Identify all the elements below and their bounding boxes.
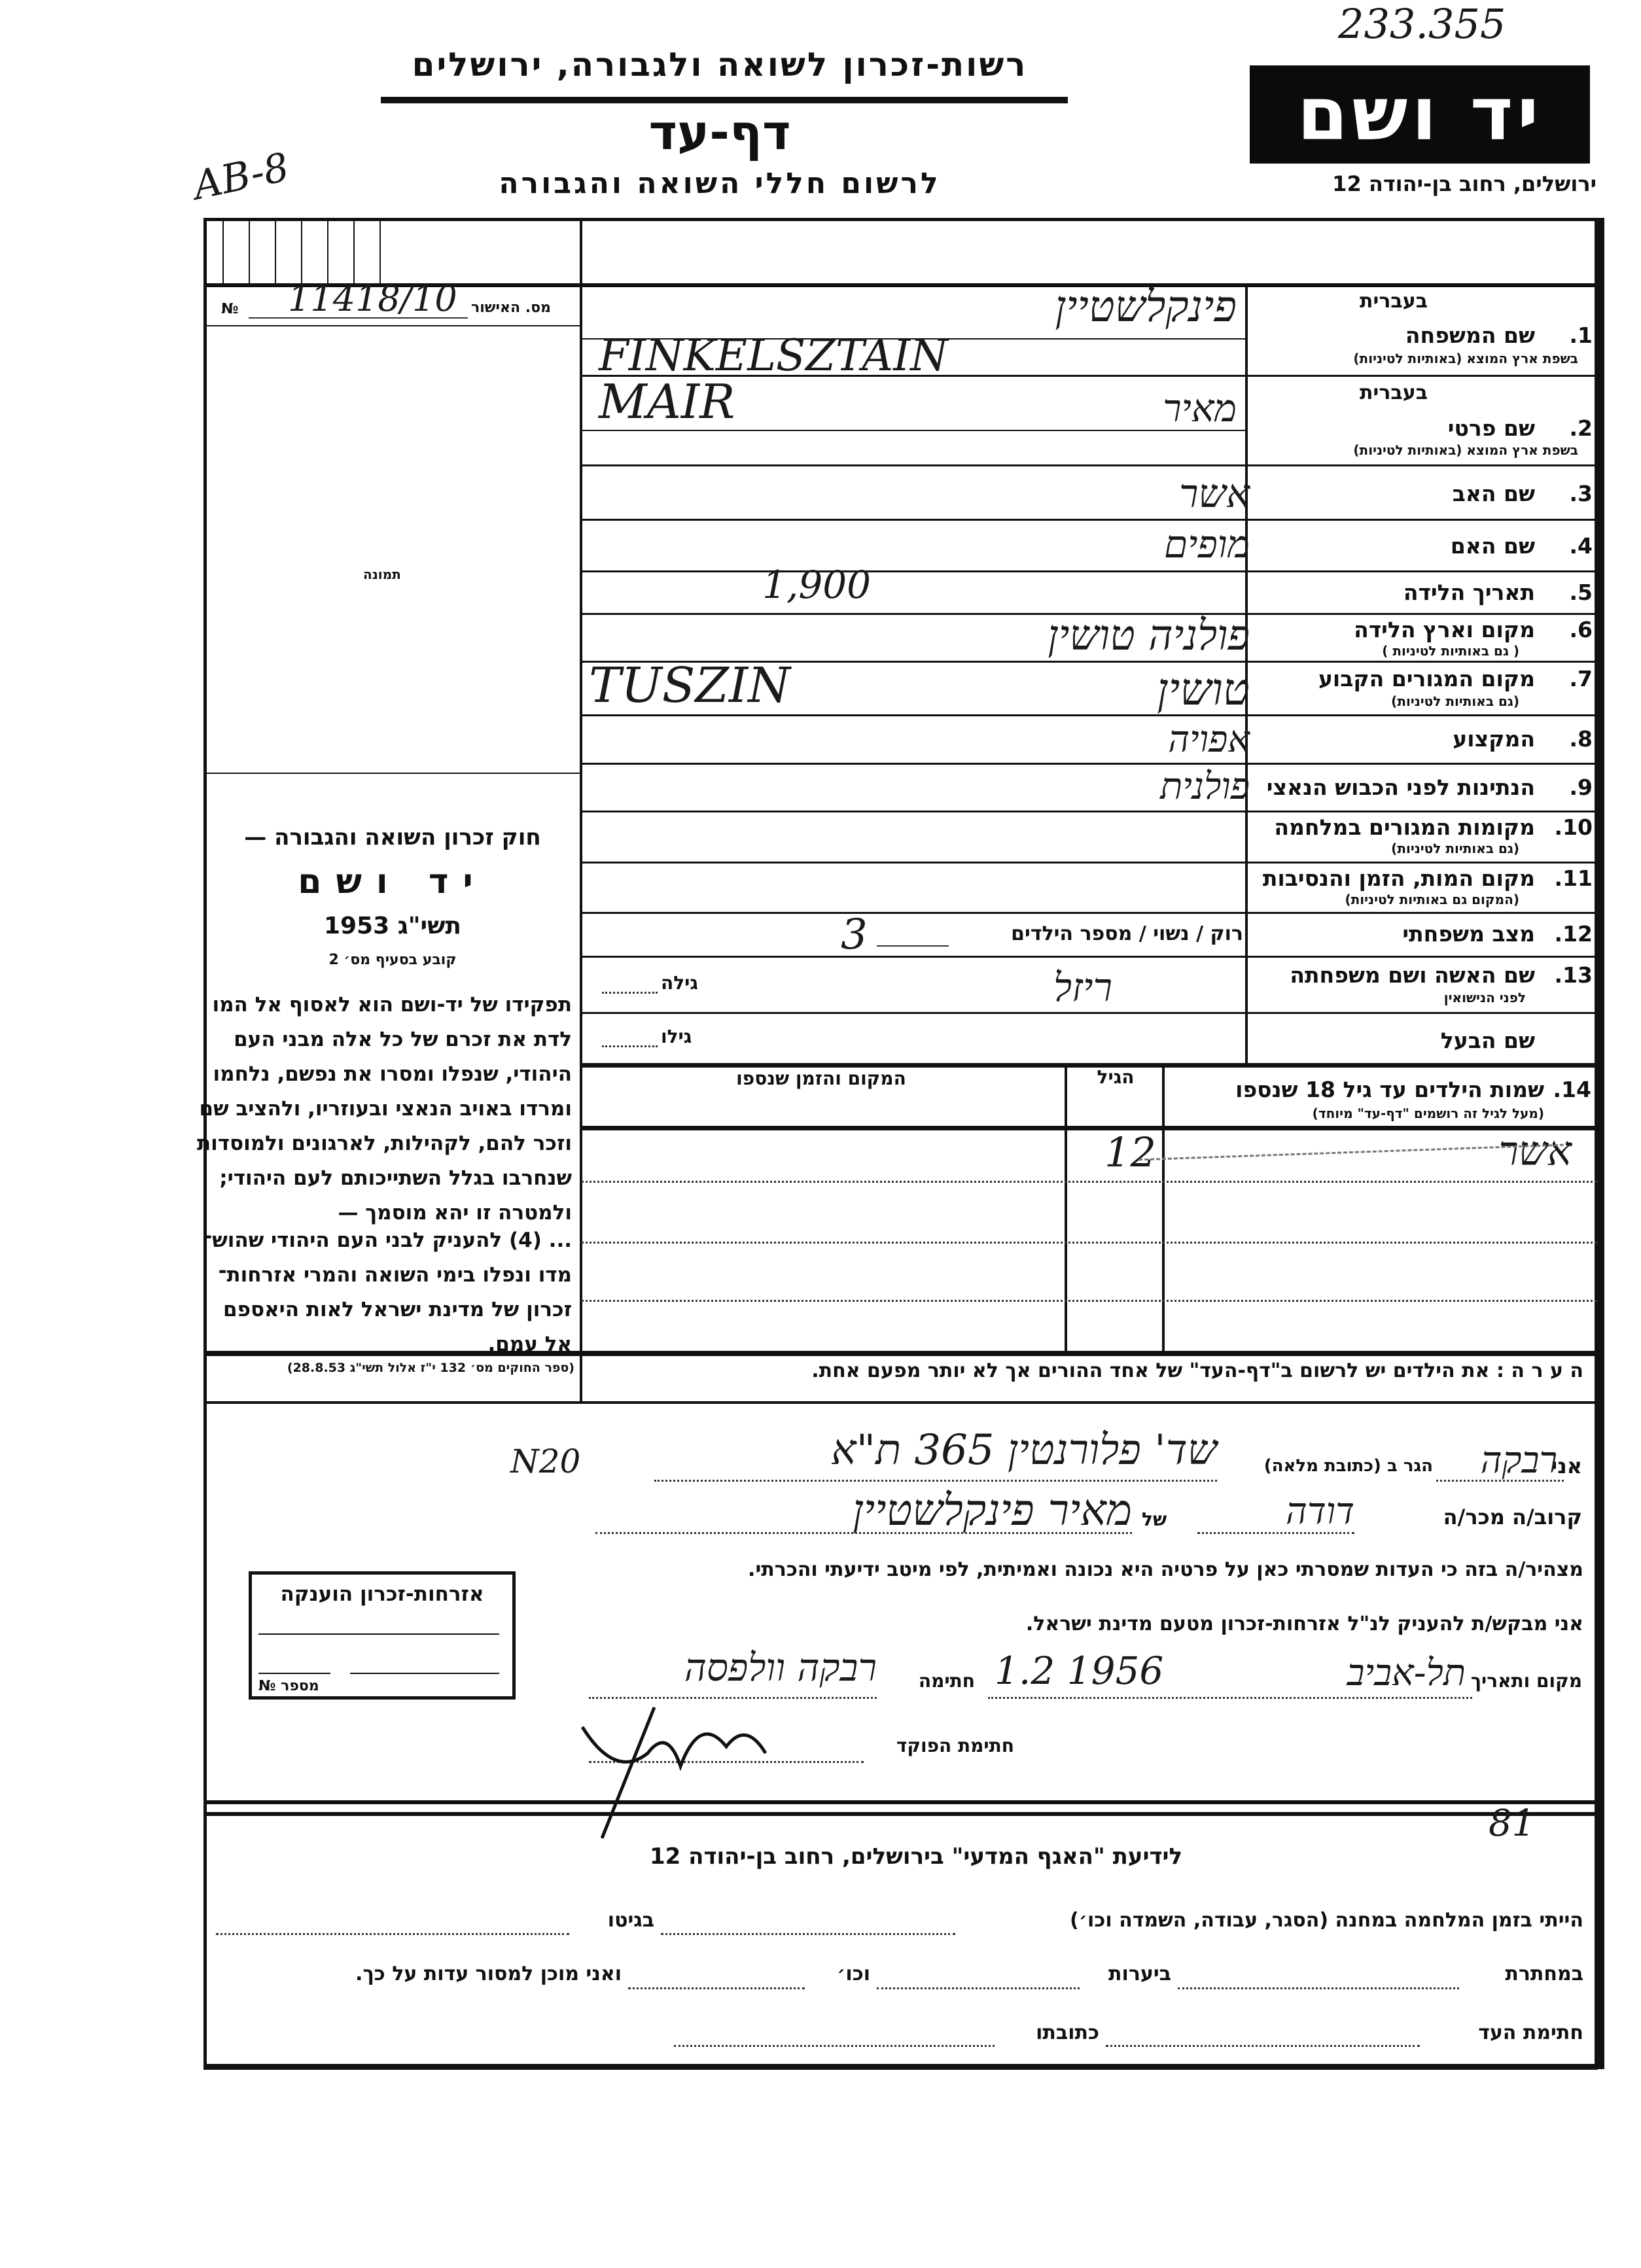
field-label: מקום המגורים הקבוע [1318,666,1535,691]
mother-name-value[interactable]: מופים [1163,522,1250,567]
field-number: 7. [1569,666,1593,691]
law-line: ... (4) להעניק לבני העם היהודי שהוש־ [203,1229,572,1252]
approval-rule [203,325,580,326]
nationality-value[interactable]: פולנית [1160,765,1250,808]
law-line: שנחרבו בגלל השתייכותם לעם היהודי; [219,1166,572,1190]
husband-age-label: גילו [661,1026,692,1047]
field-first-name-label [1246,375,1598,464]
child-name[interactable]: אשר [1498,1127,1572,1175]
children-row-rule [581,1181,1598,1183]
frame-right-edge [1598,218,1604,2069]
citizenship-box-title: אזרחות-זכרון הוענקה [280,1582,484,1606]
children-place-header: המקום והזמן שנספו [736,1068,906,1089]
field-sublabel: ( גם באותיות לטיניות ) [1382,643,1519,659]
field-profession-label [1246,714,1598,763]
witness-signature-label: חתימת העד [1478,2021,1583,2044]
field-number: 8. [1569,726,1593,752]
law-title: חוק זכרון השואה והגבורה — [244,824,541,850]
place-value[interactable]: תל-אביב [1347,1652,1466,1694]
hebrew-tag: בעברית [1360,381,1428,404]
law-line: וזכר להם, לקהילות, לארגונים ולמוסדות [196,1132,572,1155]
of-value[interactable]: מאיר פינקלשטיין [852,1485,1132,1535]
field-birthdate-label [1246,570,1598,613]
camp-line [661,1933,955,1935]
cell-divider [275,218,276,283]
field-mother-label [1246,519,1598,570]
left-column-divider [580,218,582,1402]
law-name: יד ושם [298,862,487,901]
law-text [196,988,572,1230]
form-title: דף-עד [648,105,791,161]
field-father-label [1246,464,1598,519]
field-label: מקומות המגורים במלחמה [1274,814,1535,840]
place-date-label: מקום ותאריך [1470,1670,1582,1692]
cell-divider [249,218,250,283]
field-husband-label [1246,1012,1598,1063]
approval-number[interactable]: 11418/10 [288,278,457,319]
camp-line-label: הייתי בזמן המלחמה במחנה (הסגר, עבודה, השמדה וכו׳) [1070,1909,1583,1932]
child-row [581,1128,1598,1181]
birthdate-value[interactable]: 1,900 [762,563,872,607]
field-family-name-label [1246,283,1598,375]
field-label: שם האם [1450,533,1535,559]
wife-age-line [602,992,658,994]
witness-address-line [674,2045,995,2047]
field-label: מקום המות, הזמן והנסיבות [1262,865,1535,891]
law-line: תפקידו של יד-ושם הוא לאסוף אל המו [212,993,572,1017]
law-line: זכרון של מדינת ישראל לאות היאספם [223,1298,572,1321]
form-bottom-rule [203,2064,1598,2070]
citizenship-number-label: מספר № [258,1678,319,1694]
field-number: 6. [1569,617,1593,642]
approval-label: מס. האישור [471,300,551,316]
of-label: של [1142,1509,1167,1530]
first-name-latin-value[interactable]: MAIR [599,374,735,429]
field-sublabel: בשפת ארץ המוצא (באותיות לטיניות) [1353,351,1578,366]
header-rule [381,97,1068,103]
underground-label: במחתרת [1505,1963,1583,1985]
authority-title: רשות-זכרון לשואה ולגבורה, ירושלים [412,46,1028,84]
field-sublabel: (גם באותיות לטיניות) [1391,693,1519,709]
request-text: אני מבקש/ת להעניק לנ"ל אזרחות-זכרון מטעם מדינת ישראל. [1025,1613,1583,1635]
father-name-value[interactable]: אשר [1179,471,1250,517]
children-row-rule [581,1300,1598,1302]
field-number: 13. [1554,962,1593,988]
etc-label: וכו׳ [837,1963,870,1985]
children-count-value[interactable]: 3 [841,911,868,959]
family-name-hebrew-value[interactable]: פינקלשטיין [1055,281,1237,332]
hebrew-tag: בעברית [1360,290,1428,313]
signature-label: חתימה [918,1670,975,1692]
law-line: ומרדו באויב הנאצי ובעוזריו, ולהציב שם [199,1097,572,1121]
law-line: אל עמם. [487,1333,572,1356]
field-sublabel: (המקום גם באותיות לטיניות) [1345,892,1519,907]
first-name-hebrew-value[interactable]: מאיר [1163,386,1237,430]
field-label: שם הבעל [1440,1028,1535,1053]
law-reference: (ספר החוקים מס׳ 132 י"ז אלול תשי"ג 28.8.53) [287,1361,574,1375]
children-age-header: הגיל [1097,1066,1135,1088]
citizenship-box [249,1571,516,1700]
address-extra-value[interactable]: N20 [510,1442,581,1480]
testify-willing-label: ואני מוכן למסור עדות על כך. [355,1963,622,1985]
children-names-header: שמות הילדים עד גיל 18 שנספו [1235,1077,1544,1102]
marital-status-options[interactable]: רוק / נשוי / מספר הילדים [1011,922,1243,945]
cell-divider [222,218,224,283]
children-header-names [1165,1065,1597,1125]
ghetto-line [216,1933,569,1935]
field-label: המקצוע [1453,726,1535,752]
field-label: מצב משפחתי [1402,921,1535,947]
section-rule [203,1401,1598,1404]
field-wife-label [1246,956,1598,1012]
forests-label: ביערות [1108,1963,1171,1985]
field-number: 3. [1569,481,1593,506]
cell-divider [327,218,328,283]
children-row-rule [581,1242,1598,1244]
field-number: 12. [1554,921,1593,947]
address-label: הגר ב (כתובת מלאה) [1263,1456,1433,1476]
husband-age-line [602,1045,658,1047]
witness-name-value[interactable]: רבקה [1480,1439,1557,1482]
children-note: ה ע ר ה : את הילדים יש לרשום ב"דף-העד" של אחד ההורים אך לא יותר מפעם אחת. [811,1359,1583,1382]
citizenship-line [258,1673,330,1674]
signature-line [589,1697,877,1699]
double-rule-top [203,1800,1598,1804]
birthplace-value[interactable]: פולניה טושין [1048,612,1250,660]
photo-label: תמונה [363,567,401,582]
residence-latin-value[interactable]: TUSZIN [589,657,790,714]
law-text-2 [203,1223,572,1362]
children-count-line [877,945,949,947]
official-signature-scribble [576,1701,851,1845]
field-number: 5. [1569,580,1593,605]
law-year: תשי"ג 1953 [323,913,462,939]
address-line [654,1480,1217,1482]
field-number: 10. [1554,814,1593,840]
law-line: היהודי, שנפלו ומסרו את נפשם, נלחמו [213,1062,572,1086]
law-clause: קובע בסעיף מס׳ 2 [328,952,457,968]
relation-value[interactable]: דודה [1286,1490,1354,1533]
children-col-divider [1065,1065,1067,1351]
field-marital-label [1246,912,1598,956]
field-label: הנתינות לפני הכבוש הנאצי [1266,775,1535,800]
etc-line [628,1987,805,1989]
field-death-label [1246,862,1598,912]
underground-line [1178,1987,1459,1989]
ghetto-label: בגיטו [607,1909,654,1932]
address-value[interactable]: שד' פלורנטין 365 ת"א [831,1426,1217,1474]
citizenship-line [258,1633,499,1635]
children-names-subheader: (מעל לגיל זה רושמים "דף-עד" מיוחד) [1312,1106,1544,1121]
cell-divider [379,218,381,283]
children-bottom-rule [203,1351,1598,1356]
field-number: 11. [1554,865,1593,891]
family-name-latin-value[interactable]: FINKELSZTAIN [599,330,948,381]
law-line: ולמטרה זו יהא מוסמך — [338,1201,572,1225]
field-sublabel: (גם באותיות לטיניות) [1391,841,1519,856]
cell-divider [301,218,302,283]
law-line: מדו ונפלו בימי השואה והמרי אזרחות־ [218,1263,572,1287]
citizenship-line [350,1673,499,1674]
field-label: תאריך הלידה [1403,580,1535,605]
scientific-department-notice: לידיעת "האגף המדעי" בירושלים, רחוב בן-יהודה 12 [649,1843,1183,1870]
field-wartime-residence-label [1246,811,1598,862]
wife-age-label: גילה [661,972,698,994]
field-residence-label [1246,661,1598,714]
field-label: שם המשפחה [1405,323,1535,348]
i-label: אני [1551,1454,1582,1478]
logo-text: יד ושם [1297,72,1543,157]
place-date-line [988,1697,1472,1699]
date-value[interactable]: 1.2 1956 [995,1649,1164,1693]
field-number: 4. [1569,533,1593,559]
double-rule-bottom [203,1812,1598,1816]
law-line: לדת את זכרם של כל אלה מבני העם [234,1028,572,1051]
yad-vashem-logo [1250,65,1590,164]
cell-divider [353,218,355,283]
declaration-text: מצהיר/ה בזה כי העדות שמסרתי כאן על פרטיה היא נכונה ואמיתית, לפי מיטב ידיעתי והכרתי. [748,1558,1583,1581]
residence-hebrew-value[interactable]: טושין [1157,664,1250,716]
header-address: ירושלים, רחוב בן-יהודה 12 [1332,171,1597,196]
field-birthplace-label [1246,613,1598,661]
field-label: שם האשה ושם משפחתה [1290,962,1535,988]
form-subtitle: לרשום חללי השואה והגבורה [499,167,941,200]
profession-value[interactable]: אפויה [1168,718,1250,761]
no-sign: № [221,301,239,317]
child-age[interactable]: 12 [1104,1128,1156,1176]
field-label: מקום וארץ הלידה [1354,617,1535,642]
field-number: 2. [1569,415,1593,441]
wife-name-value[interactable]: ריזל [1053,965,1112,1011]
relation-label: קרוב/ה מכר/ה [1443,1505,1582,1529]
forests-line [877,1987,1080,1989]
file-code-annotation: AB-8 [189,144,293,209]
official-signature-label: חתימת הפוקד [896,1735,1014,1756]
archive-number-annotation: 233.355 [1338,0,1506,48]
field-number: 1. [1569,323,1593,348]
field-sublabel: לפני הנישואין [1443,990,1526,1005]
witness-signature-line [1106,2045,1420,2047]
signature-value[interactable]: רבקה וולפסה [684,1645,877,1690]
field-sublabel: בשפת ארץ המוצא (באותיות לטיניות) [1353,442,1578,458]
field-label: שם האב [1452,481,1535,506]
photo-rule [203,773,580,774]
field-nationality-label [1246,763,1598,811]
page-number: 81 [1489,1802,1536,1845]
witness-address-label: כתובתו [1036,2021,1099,2044]
field-label: שם פרטי [1447,415,1535,441]
field-number: 14. [1553,1077,1591,1102]
field-number: 9. [1569,775,1593,800]
